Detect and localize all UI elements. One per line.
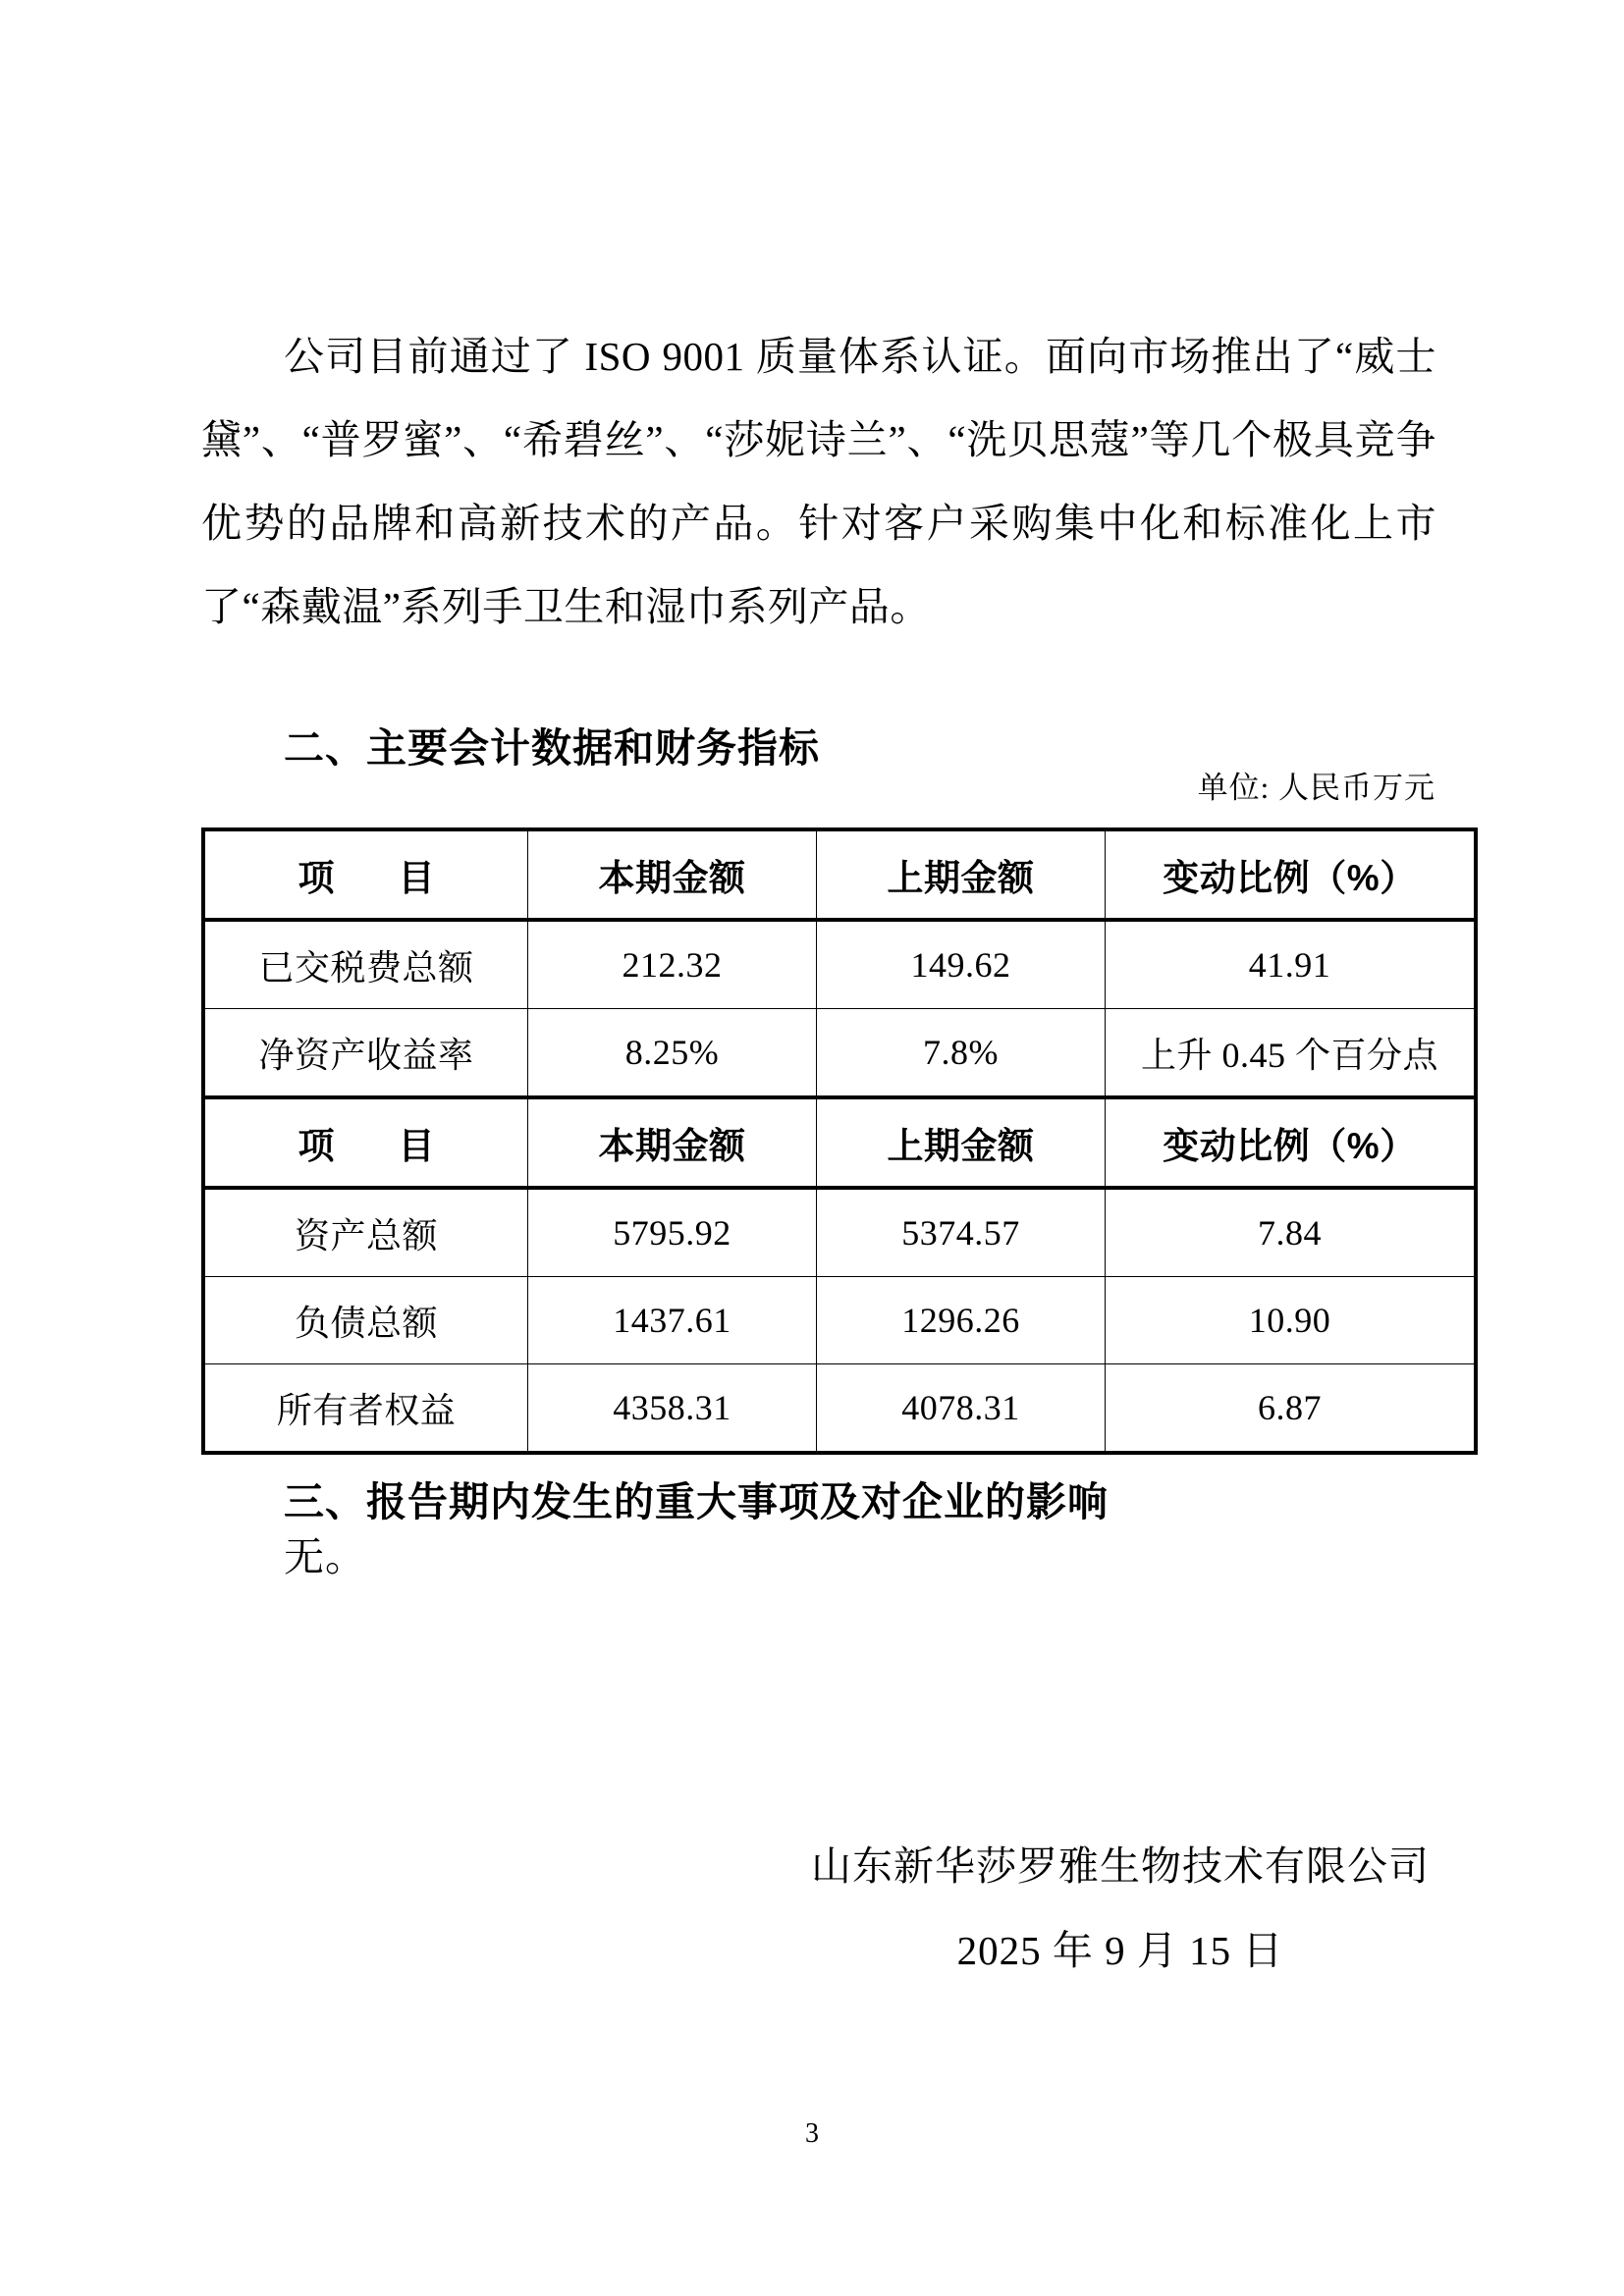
cell-change: 上升 0.45 个百分点 [1106,1009,1477,1098]
header-cell-current: 本期金额 [528,1097,817,1188]
signature-date: 2025 年 9 月 15 日 [956,1928,1284,1973]
cell-current: 5795.92 [528,1188,817,1277]
table-header-row-1 [203,829,1476,920]
table-row [203,1277,1476,1364]
cell-previous: 149.62 [817,920,1106,1009]
cell-item: 所有者权益 [203,1364,528,1454]
table-header-row-2 [203,1097,1476,1188]
table-row [203,920,1476,1009]
header-cell-item: 项 目 [203,829,528,920]
cell-current: 212.32 [528,920,817,1009]
cell-current: 8.25% [528,1009,817,1098]
signature-block [811,1824,1430,1993]
cell-change: 10.90 [1106,1277,1477,1364]
cell-previous: 7.8% [817,1009,1106,1098]
section-heading-three: 三、报告期内发生的重大事项及对企业的影响 [284,1479,1109,1525]
header-cell-previous: 上期金额 [817,829,1106,920]
header-cell-item: 项 目 [203,1097,528,1188]
signature-company: 山东新华莎罗雅生物技术有限公司 [811,1843,1430,1889]
table-unit-caption: 单位: 人民币万元 [1197,771,1435,805]
intro-paragraph: 公司目前通过了 ISO 9001 质量体系认证。面向市场推出了“威士黛”、“普罗蜜”、“希碧丝”、“莎妮诗兰”、“洗贝思蔻”等几个极具竞争优势的品牌和高新技术的产品。针对客户采购集中化和标准化上市了“森戴温”系列手卫生和湿巾系列产品。 [201,334,1436,629]
header-cell-change: 变动比例（%） [1106,829,1477,920]
table-row [203,1188,1476,1277]
cell-change: 6.87 [1106,1364,1477,1454]
cell-previous: 1296.26 [817,1277,1106,1364]
cell-item: 已交税费总额 [203,920,528,1009]
cell-previous: 5374.57 [817,1188,1106,1277]
table-row [203,1009,1476,1098]
section-three-body: 无。 [284,1534,366,1579]
cell-item: 负债总额 [203,1277,528,1364]
table-row [203,1364,1476,1454]
cell-previous: 4078.31 [817,1364,1106,1454]
cell-current: 4358.31 [528,1364,817,1454]
financial-data-table [201,828,1478,1455]
cell-item: 净资产收益率 [203,1009,528,1098]
cell-current: 1437.61 [528,1277,817,1364]
header-cell-previous: 上期金额 [817,1097,1106,1188]
section-heading-two: 二、主要会计数据和财务指标 [284,725,820,772]
header-cell-change: 变动比例（%） [1106,1097,1477,1188]
header-cell-current: 本期金额 [528,829,817,920]
page-number: 3 [805,2118,819,2149]
cell-change: 7.84 [1106,1188,1477,1277]
cell-item: 资产总额 [203,1188,528,1277]
cell-change: 41.91 [1106,920,1477,1009]
